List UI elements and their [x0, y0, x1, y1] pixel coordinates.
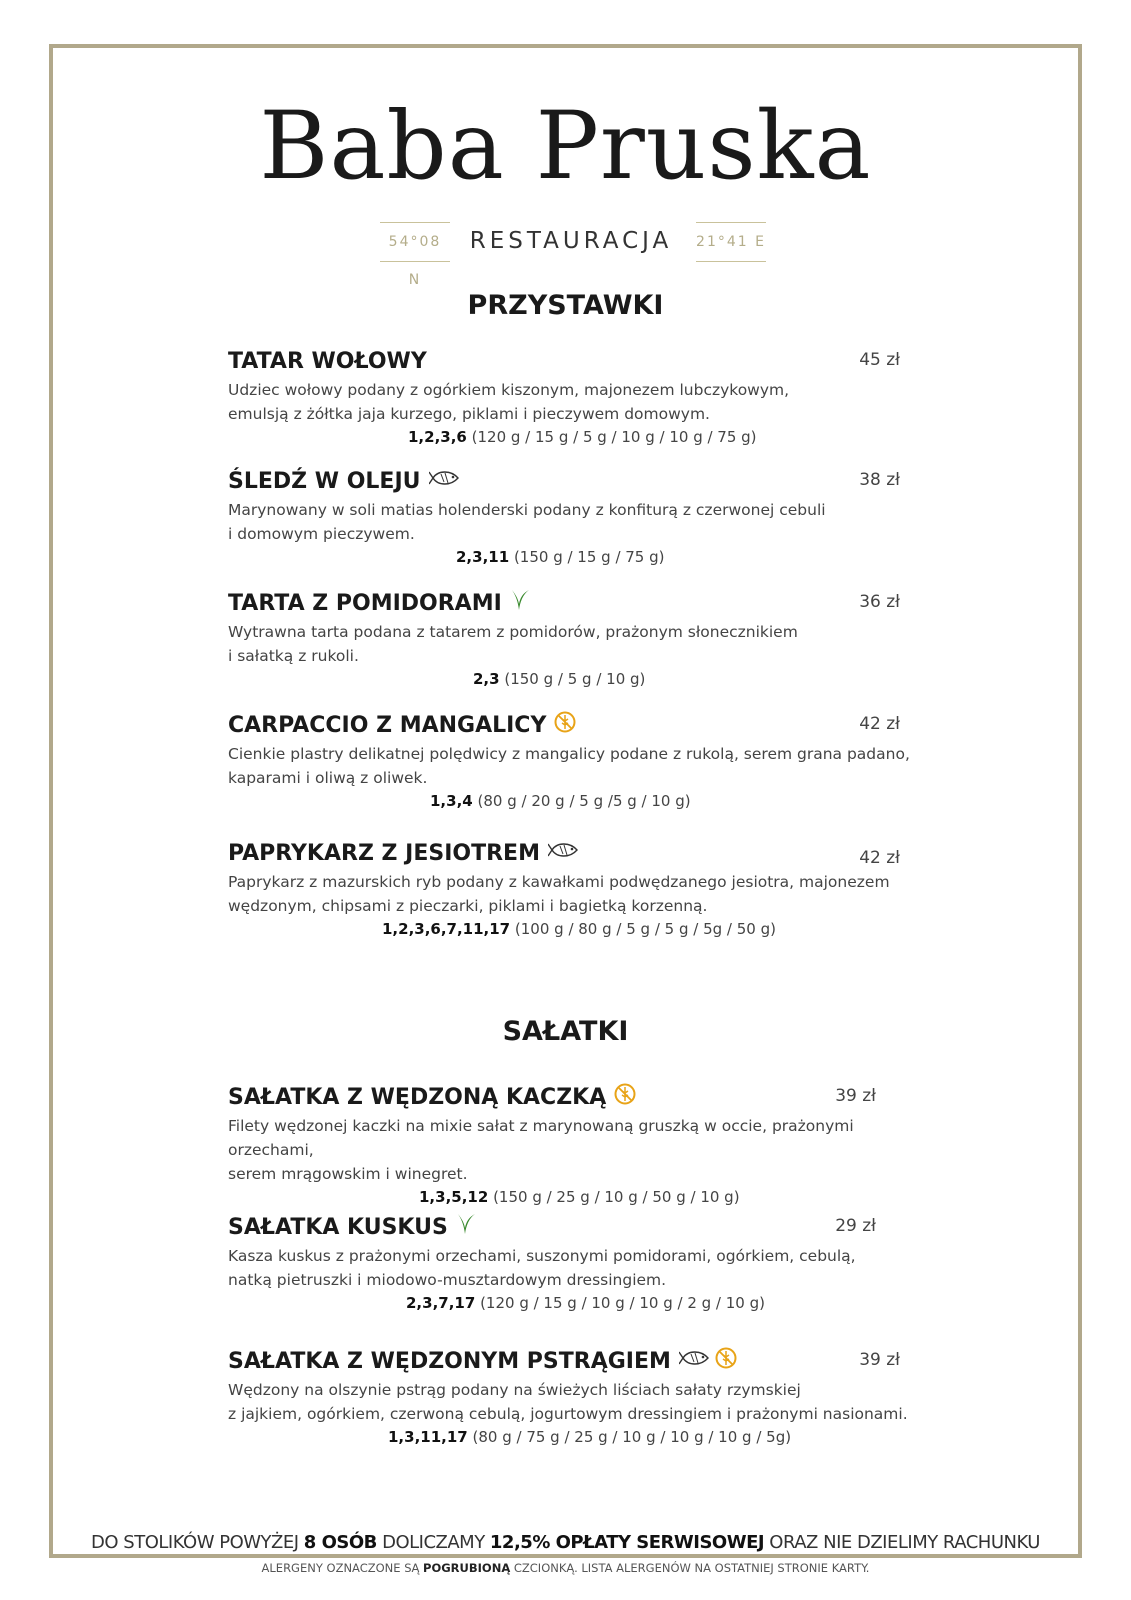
gluten-free-icon: [614, 1083, 636, 1111]
menu-item-name: SAŁATKA KUSKUS: [228, 1212, 928, 1242]
menu-item-price: 39 zł: [859, 1350, 900, 1370]
logo-subtitle-row: [0, 222, 1131, 288]
menu-item-name: PAPRYKARZ Z JESIOTREM: [228, 838, 928, 868]
gluten-free-icon: [715, 1347, 737, 1375]
menu-item: [228, 838, 928, 938]
menu-item-allergens: 1,3,11,17 (80 g / 75 g / 25 g / 10 g / 10 g / 10 g / 5g): [388, 1428, 792, 1446]
restaurant-subtitle: RESTAURACJA: [469, 228, 673, 254]
section-title-przystawki: PRZYSTAWKI: [467, 290, 664, 321]
menu-item-price: 45 zł: [859, 350, 900, 370]
menu-item-name: TARTA Z POMIDORAMI: [228, 588, 928, 618]
fish-icon: [429, 468, 463, 494]
menu-item-description: Cienkie plastry delikatnej polędwicy z mangalicy podane z rukolą, serem grana padano, kaparami i oliwą z oliwek.: [228, 745, 910, 787]
fish-icon: [679, 1348, 713, 1374]
menu-item: [228, 1212, 928, 1312]
menu-item-name: SAŁATKA Z WĘDZONĄ KACZKĄ: [228, 1082, 928, 1112]
menu-item-description: Wytrawna tarta podana z tatarem z pomidorów, prażonym słonecznikiem i sałatką z rukoli.: [228, 623, 798, 665]
restaurant-logo: Baba Pruska: [259, 92, 872, 201]
menu-item-allergens: 2,3,11 (150 g / 15 g / 75 g): [456, 548, 665, 566]
menu-item-name: TATAR WOŁOWY: [228, 348, 427, 374]
menu-item-description: Kasza kuskus z prażonymi orzechami, suszonymi pomidorami, ogórkiem, cebulą, natką pietruszki i miodowo-musztardowym dressingiem.: [228, 1247, 856, 1289]
menu-item-price: 42 zł: [859, 848, 900, 868]
fish-icon: [548, 840, 582, 866]
menu-item: [228, 710, 928, 810]
menu-item-allergens: 1,3,5,12 (150 g / 25 g / 10 g / 50 g / 10 g): [419, 1188, 740, 1206]
gluten-free-icon: [554, 711, 576, 739]
leaf-icon: [456, 1212, 476, 1242]
menu-item: [228, 588, 928, 688]
menu-item-allergens: 1,2,3,6,7,11,17 (100 g / 80 g / 5 g / 5 g / 5g / 50 g): [382, 920, 776, 938]
leaf-icon: [510, 588, 530, 618]
menu-item-price: 38 zł: [859, 470, 900, 490]
section-title-salatki: SAŁATKI: [502, 1016, 629, 1047]
menu-item-name: ŚLEDŹ W OLEJU: [228, 466, 928, 496]
menu-item-description: Wędzony na olszynie pstrąg podany na świeżych liściach sałaty rzymskiej z jajkiem, ogórkiem, czerwoną cebulą, jogurtowym dressingiem i prażonymi nasionami.: [228, 1381, 908, 1423]
menu-item-name: SAŁATKA Z WĘDZONYM PSTRĄGIEM: [228, 1346, 928, 1376]
menu-item-allergens: 2,3,7,17 (120 g / 15 g / 10 g / 10 g / 2 g / 10 g): [406, 1294, 765, 1312]
menu-item-description: Filety wędzonej kaczki na mixie sałat z marynowaną gruszką w occie, prażonymi orzechami, serem mrągowskim i winegret.: [228, 1117, 854, 1183]
menu-item-allergens: 1,2,3,6 (120 g / 15 g / 5 g / 10 g / 10 g / 75 g): [408, 428, 757, 446]
menu-item-description: Udziec wołowy podany z ogórkiem kiszonym, majonezem lubczykowym, emulsją z żółtka jaja kurzego, piklami i pieczywem domowym.: [228, 381, 790, 423]
menu-item-price: 29 zł: [835, 1216, 876, 1236]
menu-item: [228, 346, 928, 446]
menu-item-allergens: 1,3,4 (80 g / 20 g / 5 g /5 g / 10 g): [430, 792, 691, 810]
allergen-note: ALERGENY OZNACZONE SĄ POGRUBIONĄ CZCIONKĄ. LISTA ALERGENÓW NA OSTATNIEJ STRONIE KARTY.: [261, 1561, 870, 1575]
menu-item: [228, 1346, 928, 1446]
coordinate-east: 21°41 E: [696, 222, 766, 262]
coordinate-north: 54°08 N: [380, 222, 450, 262]
menu-item-description: Paprykarz z mazurskich ryb podany z kawałkami podwędzanego jesiotra, majonezem wędzonym, chipsami z pieczarki, piklami i bagietką korzenną.: [228, 873, 890, 915]
menu-item: [228, 466, 928, 566]
menu-item-price: 42 zł: [859, 714, 900, 734]
menu-item-price: 39 zł: [835, 1086, 876, 1106]
menu-item: [228, 1082, 928, 1206]
menu-item-name: CARPACCIO Z MANGALICY: [228, 710, 928, 740]
service-charge-note: DO STOLIKÓW POWYŻEJ 8 OSÓB DOLICZAMY 12,5% OPŁATY SERWISOWEJ ORAZ NIE DZIELIMY RACHUNKU: [91, 1532, 1040, 1553]
menu-item-description: Marynowany w soli matias holenderski podany z konfiturą z czerwonej cebuli i domowym pieczywem.: [228, 501, 826, 543]
menu-item-price: 36 zł: [859, 592, 900, 612]
menu-item-allergens: 2,3 (150 g / 5 g / 10 g): [473, 670, 646, 688]
